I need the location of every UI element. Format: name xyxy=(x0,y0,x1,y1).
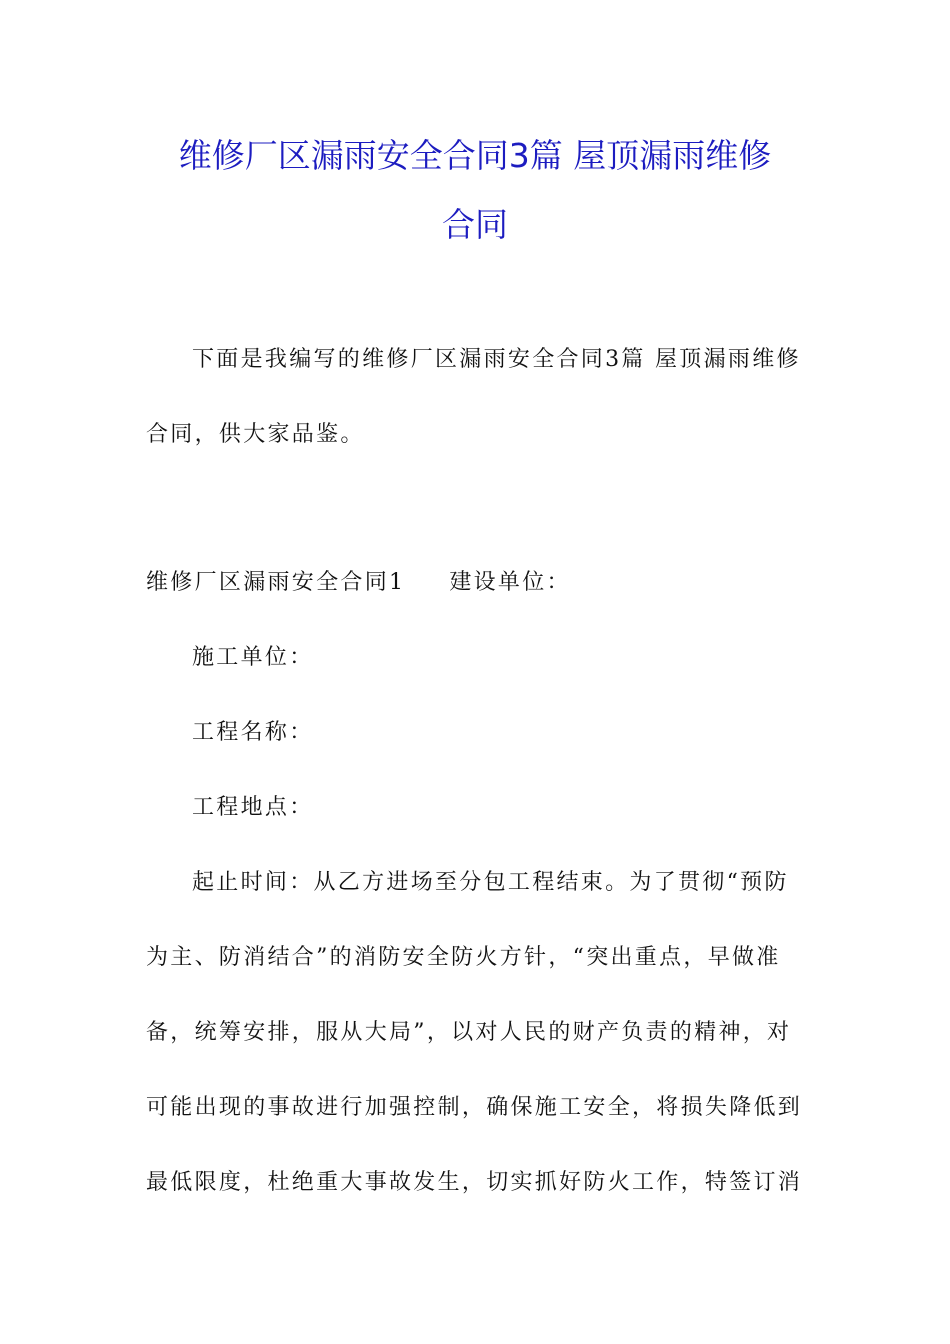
body-paragraph-line-5: 最低限度，杜绝重大事故发生，切实抓好防火工作，特签订消 xyxy=(146,1170,803,1195)
intro-paragraph-line-2: 合同，供大家品鉴。 xyxy=(146,422,365,447)
body-paragraph-line-1: 起止时间：从乙方进场至分包工程结束。为了贯彻“预防 xyxy=(192,870,789,895)
body-paragraph-line-2: 为主、防消结合”的消防安全防火方针，“突出重点，早做准 xyxy=(146,945,781,970)
field-project-location-label: 工程地点： xyxy=(192,795,314,820)
body-paragraph-line-3: 备，统筹安排，服从大局”，以对人民的财产负责的精神，对 xyxy=(146,1020,792,1045)
body-paragraph-line-4: 可能出现的事故进行加强控制，确保施工安全，将损失降低到 xyxy=(146,1095,803,1120)
section-heading: 维修厂区漏雨安全合同1 xyxy=(146,570,406,595)
intro-paragraph-line-1: 下面是我编写的维修厂区漏雨安全合同3篇 屋顶漏雨维修 xyxy=(192,347,801,372)
section-heading-row xyxy=(146,568,806,598)
document-title-line-1: 维修厂区漏雨安全合同3篇 屋顶漏雨维修 xyxy=(178,136,772,175)
field-contractor-label: 施工单位： xyxy=(192,645,314,670)
document-title-line-2: 合同 xyxy=(442,205,508,244)
field-project-name-label: 工程名称： xyxy=(192,720,314,745)
field-builder-label: 建设单位： xyxy=(449,570,571,595)
